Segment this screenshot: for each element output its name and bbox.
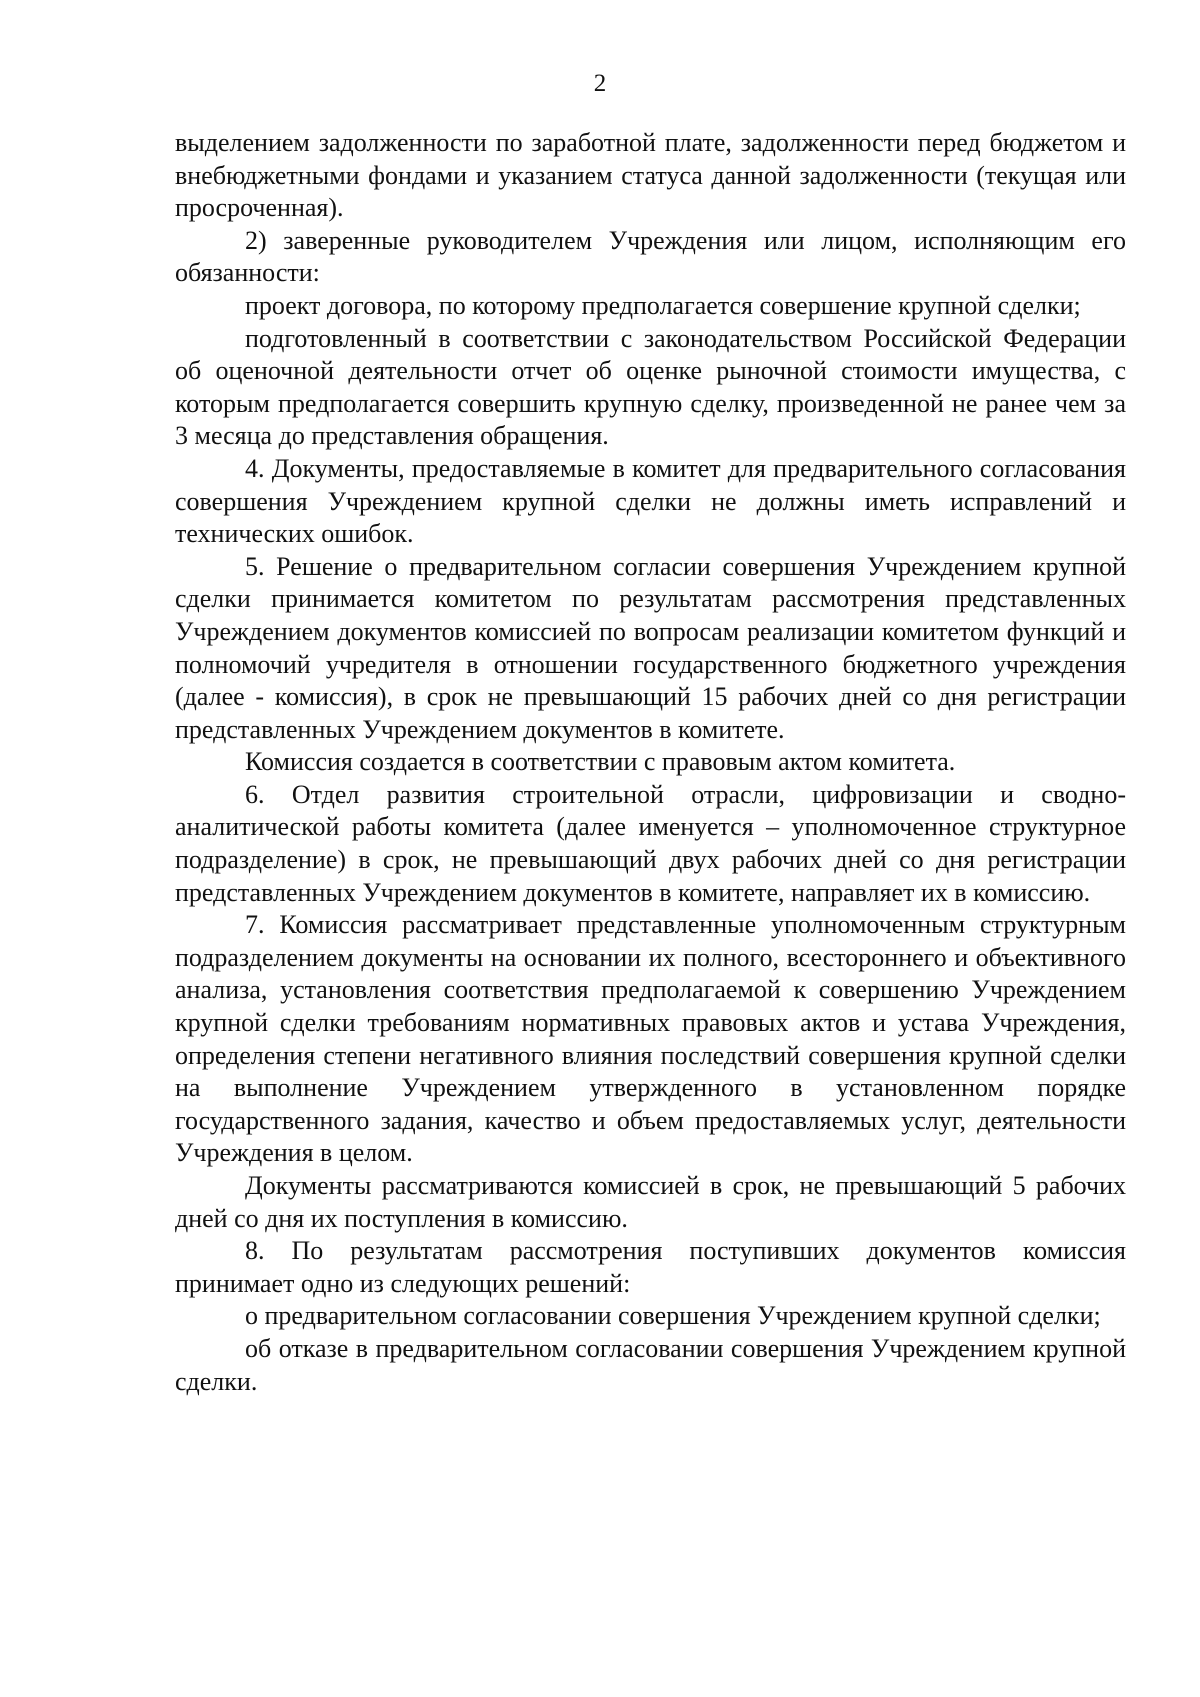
document-body <box>175 127 1126 1398</box>
paragraph-valuation-report: подготовленный в соответствии с законодательством Российской Федерации об оценочной деятельности отчет об оценке рыночной стоимости имущества, с которым предполагается совершить крупную сделку, произведенной не ранее чем за 3 месяца до представления обращения. <box>175 323 1126 451</box>
paragraph-clause-6: 6. Отдел развития строительной отрасли, цифровизации и сводно-аналитической работы комитета (далее именуется – уполномоченное структурное подразделение) в срок, не превышающий двух рабочих дней со дня регистрации представленных Учреждением документов в комитете, направляет их в комиссию. <box>175 779 1126 907</box>
paragraph-commission-created: Комиссия создается в соответствии с правовым актом комитета. <box>245 747 956 777</box>
paragraph-decision-refuse: об отказе в предварительном согласовании совершения Учреждением крупной сделки. <box>175 1333 1126 1396</box>
page-number: 2 <box>593 70 607 97</box>
paragraph-decision-approve: о предварительном согласовании совершения Учреждением крупной сделки; <box>245 1301 1101 1331</box>
paragraph-review-term: Документы рассматриваются комиссией в срок, не превышающий 5 рабочих дней со дня их поступления в комиссию. <box>175 1171 1126 1233</box>
paragraph-clause-7: 7. Комиссия рассматривает представленные уполномоченным структурным подразделением документы на основании их полного, всестороннего и объективного анализа, установления соответствия предполагаемой к совершению Учреждением крупной сделки требованиям нормативных правовых актов и устава Учреждения, определения степени негативного влияния последствий совершения крупной сделки на выполнение Учреждением утвержденного в установленном порядке государственного задания, качество и объем предоставляемых услуг, деятельности Учреждения в целом. <box>175 910 1126 1168</box>
paragraph-clause-8: 8. По результатам рассмотрения поступивших документов комиссия принимает одно из следующих решений: <box>175 1236 1126 1298</box>
paragraph-clause-4: 4. Документы, предоставляемые в комитет для предварительного согласования совершения Учреждением крупной сделки не должны иметь исправлений и технических ошибок. <box>175 453 1126 549</box>
paragraph-contract-draft: проект договора, по которому предполагается совершение крупной сделки; <box>245 290 1081 320</box>
paragraph-clause-5: 5. Решение о предварительном согласии совершения Учреждением крупной сделки принимается комитетом по результатам рассмотрения представленных Учреждением документов комиссией по вопросам реализации комитетом функций и полномочий учредителя в отношении государственного бюджетного учреждения (далее - комиссия), в срок не превышающий 15 рабочих дней со дня регистрации представленных Учреждением документов в комитете. <box>175 551 1126 744</box>
paragraph-continuation: выделением задолженности по заработной плате, задолженности перед бюджетом и внебюджетными фондами и указанием статуса данной задолженности (текущая или просроченная). <box>175 128 1126 223</box>
paragraph-item-2: 2) заверенные руководителем Учреждения или лицом, исполняющим его обязанности: <box>175 225 1126 288</box>
